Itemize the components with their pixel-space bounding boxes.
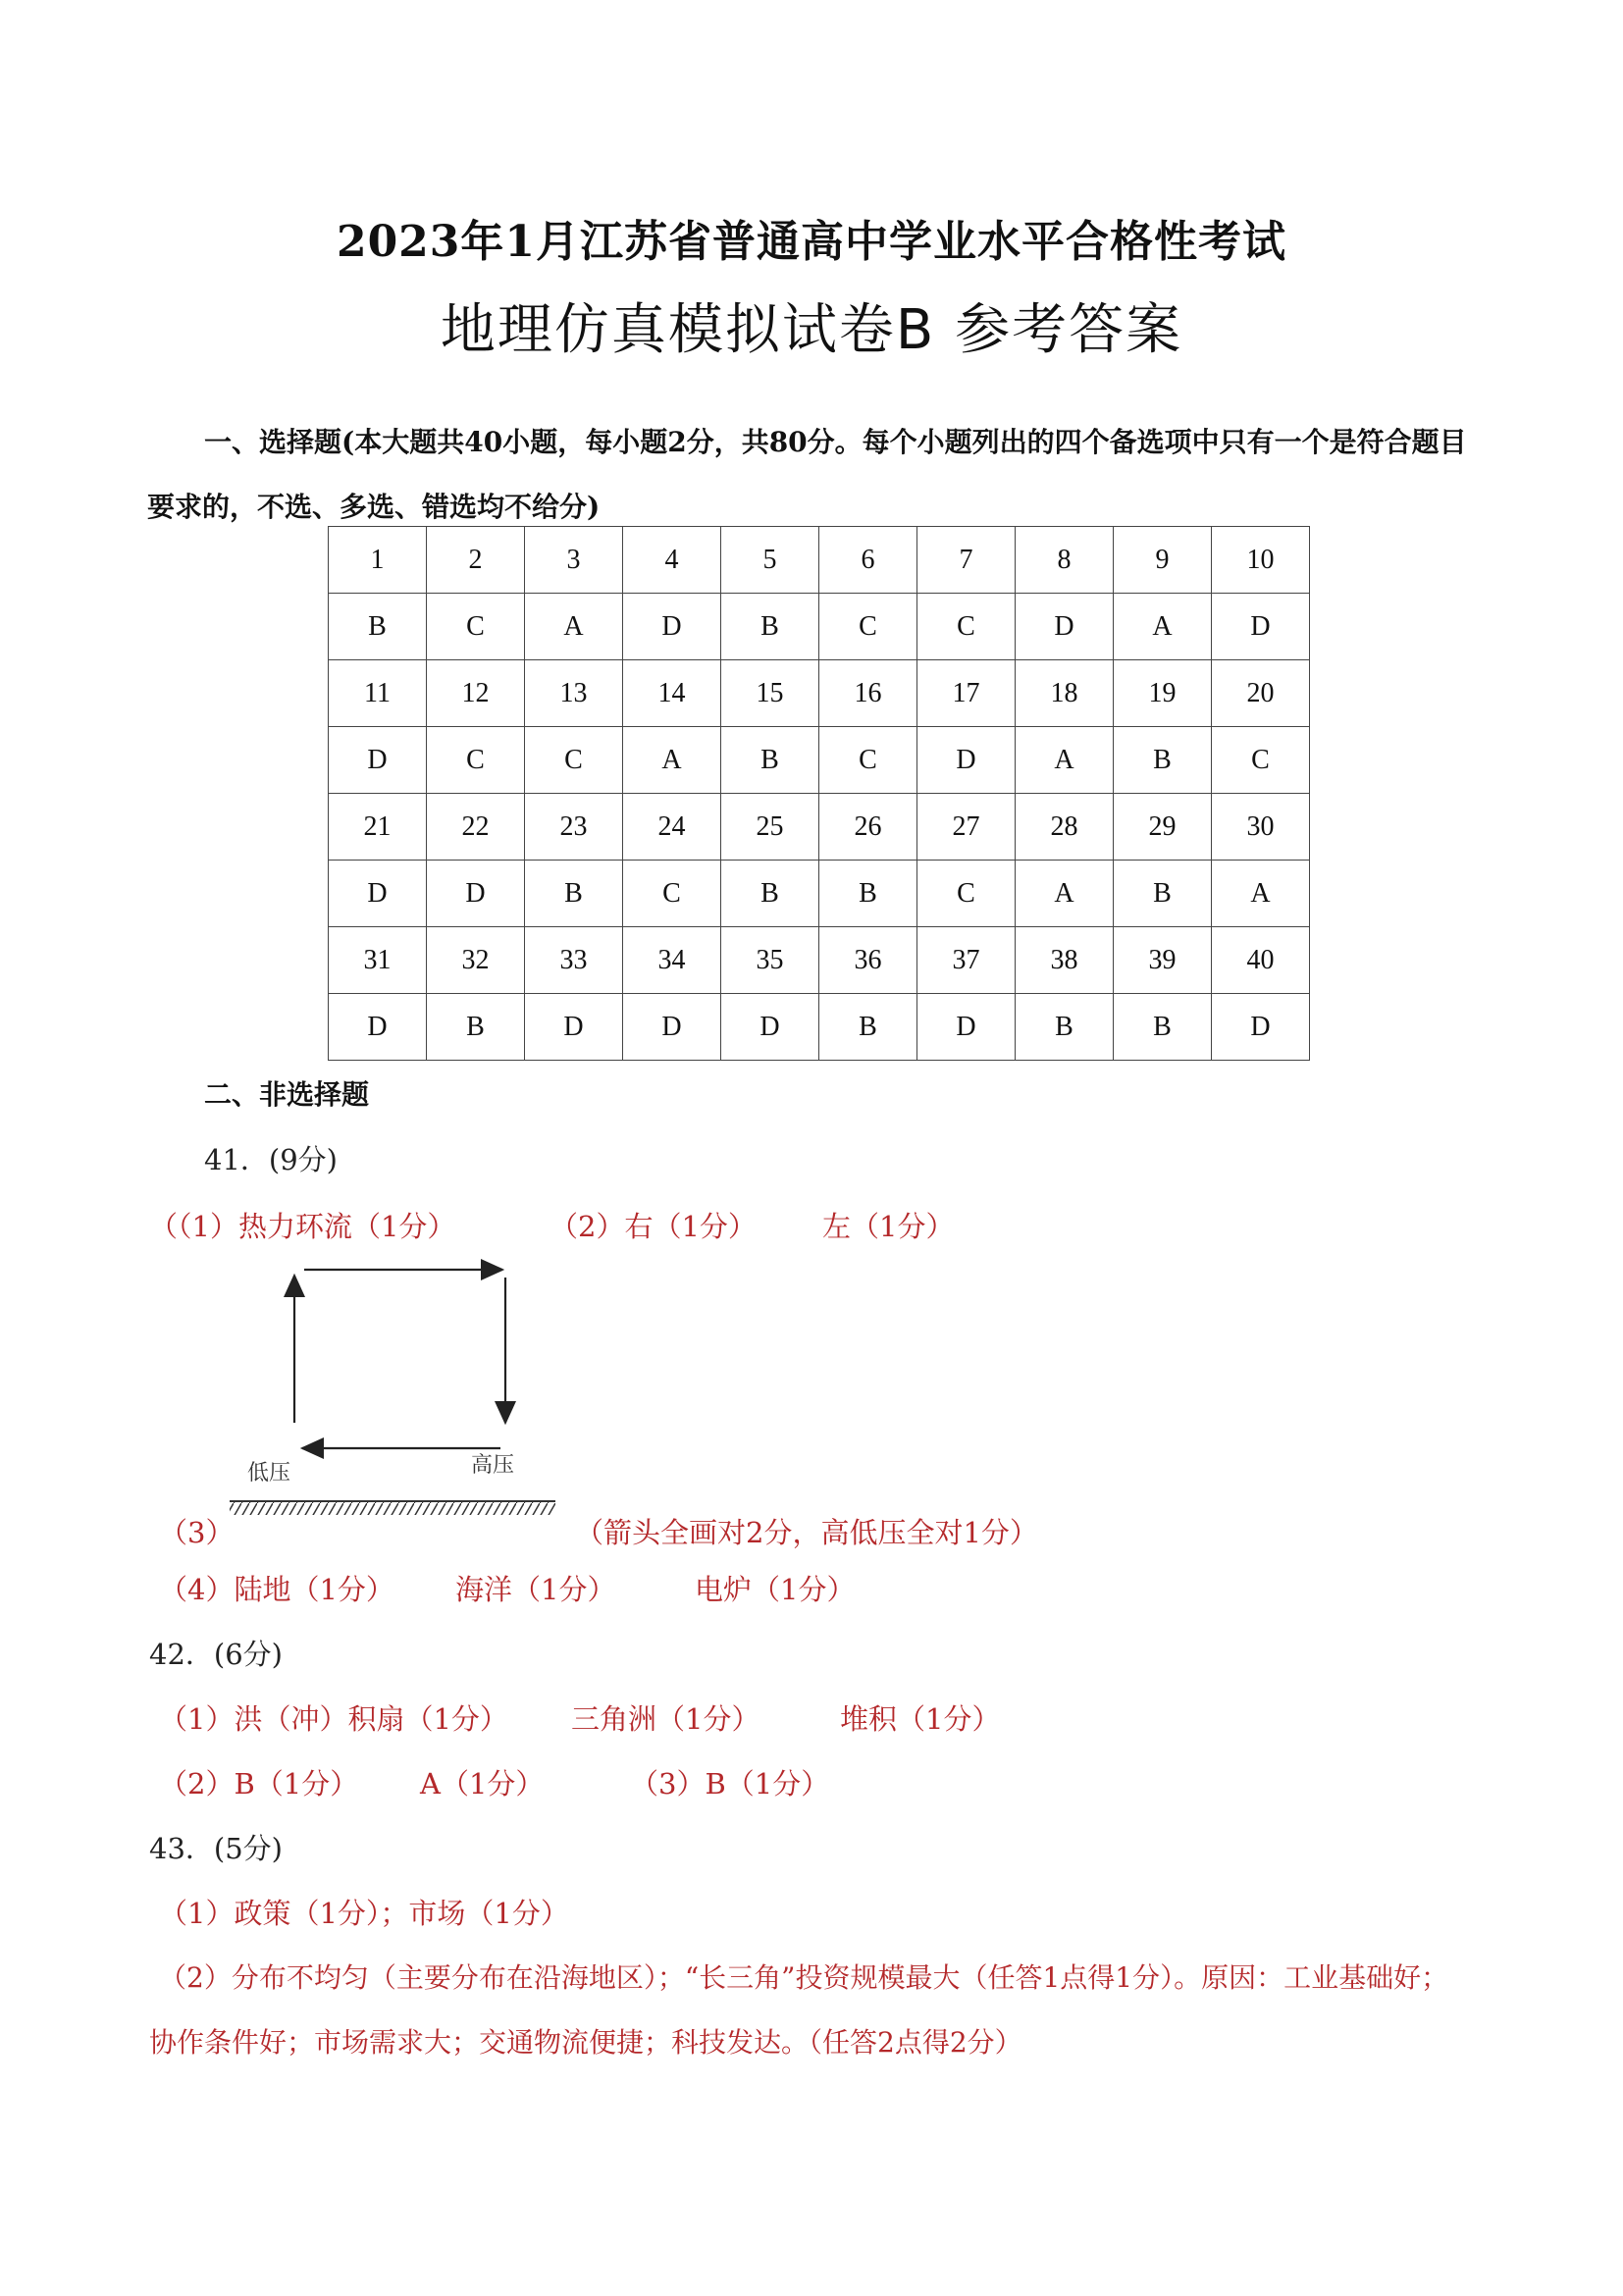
question-number-row xyxy=(329,660,1310,727)
question-number-cell: 25 xyxy=(721,794,819,861)
answer-cell: B xyxy=(329,594,427,660)
answer-cell: D xyxy=(525,994,623,1061)
answer-table xyxy=(328,526,1310,1061)
answer-cell: D xyxy=(329,861,427,927)
question-number-cell: 9 xyxy=(1114,527,1212,594)
q42-answer-2: 三角洲（1分） xyxy=(571,1702,760,1736)
question-number-cell: 12 xyxy=(427,660,525,727)
question-number-cell: 21 xyxy=(329,794,427,861)
question-number-cell: 1 xyxy=(329,527,427,594)
answer-cell: D xyxy=(1016,594,1114,660)
q41-answer-4-num: （3） xyxy=(159,1516,235,1549)
answer-cell: B xyxy=(1114,994,1212,1061)
answer-cell: D xyxy=(427,861,525,927)
answer-cell: A xyxy=(525,594,623,660)
question-number-cell: 36 xyxy=(819,927,917,994)
q43-answer-2-line2: 协作条件好；市场需求大；交通物流便捷；科技发达。（任答2点得2分） xyxy=(149,2026,1022,2059)
high-pressure-label: 高压 xyxy=(471,1453,515,1478)
q41-answer-7: 电炉（1分） xyxy=(695,1573,856,1606)
answer-cell: B xyxy=(721,727,819,794)
q41-answer-4-note: （箭头全画对2分，高低压全对1分） xyxy=(575,1516,1038,1549)
answer-cell: A xyxy=(1016,727,1114,794)
question-number-cell: 40 xyxy=(1212,927,1310,994)
thermal-circulation-diagram xyxy=(226,1256,559,1531)
question-number-cell: 28 xyxy=(1016,794,1114,861)
answer-cell: A xyxy=(1114,594,1212,660)
question-number-cell: 6 xyxy=(819,527,917,594)
question-number-cell: 16 xyxy=(819,660,917,727)
question-number-cell: 7 xyxy=(917,527,1016,594)
question-number-cell: 38 xyxy=(1016,927,1114,994)
q42-answer-4: （2）B（1分） xyxy=(159,1767,359,1800)
question-number-cell: 11 xyxy=(329,660,427,727)
answer-cell: C xyxy=(623,861,721,927)
question-number-cell: 27 xyxy=(917,794,1016,861)
q41-answer-3: 左（1分） xyxy=(822,1210,955,1243)
answer-cell: C xyxy=(427,727,525,794)
q41-answer-6: 海洋（1分） xyxy=(455,1573,616,1606)
q42-answer-1: （1）洪（冲）积扇（1分） xyxy=(159,1702,508,1736)
answer-cell: D xyxy=(623,994,721,1061)
answer-cell: D xyxy=(721,994,819,1061)
question-number-cell: 19 xyxy=(1114,660,1212,727)
question-number-cell: 10 xyxy=(1212,527,1310,594)
answer-row xyxy=(329,727,1310,794)
q43-label: 43．(5分) xyxy=(149,1832,283,1865)
question-number-row xyxy=(329,794,1310,861)
answer-cell: D xyxy=(329,994,427,1061)
question-number-cell: 23 xyxy=(525,794,623,861)
question-number-cell: 13 xyxy=(525,660,623,727)
answer-cell: A xyxy=(623,727,721,794)
question-number-cell: 39 xyxy=(1114,927,1212,994)
q41-answer-2: （2）右（1分） xyxy=(550,1210,757,1243)
q41-answer-5: （4）陆地（1分） xyxy=(159,1573,394,1606)
answer-cell: B xyxy=(525,861,623,927)
question-number-cell: 3 xyxy=(525,527,623,594)
q42-answer-5: A（1分） xyxy=(420,1767,545,1800)
question-number-cell: 5 xyxy=(721,527,819,594)
section1-heading: 一、选择题(本大题共40小题，每小题2分，共80分。每个小题列出的四个备选项中只有一个是符合题目要求的，不选、多选、错选均不给分) xyxy=(147,426,1467,523)
question-number-cell: 32 xyxy=(427,927,525,994)
answer-cell: C xyxy=(1212,727,1310,794)
answer-cell: C xyxy=(427,594,525,660)
question-number-cell: 30 xyxy=(1212,794,1310,861)
answer-cell: B xyxy=(819,861,917,927)
question-number-cell: 2 xyxy=(427,527,525,594)
answer-cell: B xyxy=(819,994,917,1061)
q43-answer-2-line1: （2）分布不均匀（主要分布在沿海地区）；“长三角”投资规模最大（任答1点得1分）。原因：工业基础好； xyxy=(159,1961,1449,1994)
q41-answer-1: （（1）热力环流（1分） xyxy=(149,1210,456,1243)
answer-cell: B xyxy=(1016,994,1114,1061)
question-number-cell: 18 xyxy=(1016,660,1114,727)
answer-cell: A xyxy=(1212,861,1310,927)
low-pressure-label: 低压 xyxy=(247,1461,291,1486)
section2-heading: 二、非选择题 xyxy=(204,1078,370,1111)
q41-label: 41．(9分) xyxy=(204,1143,338,1176)
answer-cell: D xyxy=(1212,594,1310,660)
question-number-cell: 20 xyxy=(1212,660,1310,727)
title-line2: 地理仿真模拟试卷B 参考答案 xyxy=(440,298,1183,362)
q42-answer-3: 堆积（1分） xyxy=(840,1702,1001,1736)
answer-cell: D xyxy=(623,594,721,660)
answer-cell: B xyxy=(427,994,525,1061)
question-number-cell: 37 xyxy=(917,927,1016,994)
answer-cell: B xyxy=(721,861,819,927)
answer-cell: B xyxy=(721,594,819,660)
question-number-cell: 29 xyxy=(1114,794,1212,861)
question-number-cell: 31 xyxy=(329,927,427,994)
q42-label: 42．(6分) xyxy=(149,1638,283,1671)
answer-cell: C xyxy=(917,861,1016,927)
answer-cell: C xyxy=(525,727,623,794)
title-line1: 2023年1月江苏省普通高中学业水平合格性考试 xyxy=(336,217,1287,267)
question-number-cell: 33 xyxy=(525,927,623,994)
q43-answer-1: （1）政策（1分）；市场（1分） xyxy=(159,1897,569,1930)
answer-cell: D xyxy=(917,727,1016,794)
q42-answer-6: （3）B（1分） xyxy=(630,1767,830,1800)
question-number-row xyxy=(329,927,1310,994)
question-number-cell: 26 xyxy=(819,794,917,861)
answer-cell: C xyxy=(819,727,917,794)
question-number-cell: 8 xyxy=(1016,527,1114,594)
answer-cell: D xyxy=(329,727,427,794)
answer-row xyxy=(329,594,1310,660)
question-number-cell: 15 xyxy=(721,660,819,727)
answer-cell: B xyxy=(1114,727,1212,794)
question-number-cell: 34 xyxy=(623,927,721,994)
answer-row xyxy=(329,861,1310,927)
question-number-row xyxy=(329,527,1310,594)
question-number-cell: 14 xyxy=(623,660,721,727)
question-number-cell: 17 xyxy=(917,660,1016,727)
answer-cell: A xyxy=(1016,861,1114,927)
question-number-cell: 22 xyxy=(427,794,525,861)
answer-cell: B xyxy=(1114,861,1212,927)
answer-cell: C xyxy=(819,594,917,660)
answer-cell: D xyxy=(917,994,1016,1061)
answer-cell: C xyxy=(917,594,1016,660)
answer-cell: D xyxy=(1212,994,1310,1061)
question-number-cell: 24 xyxy=(623,794,721,861)
question-number-cell: 35 xyxy=(721,927,819,994)
question-number-cell: 4 xyxy=(623,527,721,594)
answer-row xyxy=(329,994,1310,1061)
